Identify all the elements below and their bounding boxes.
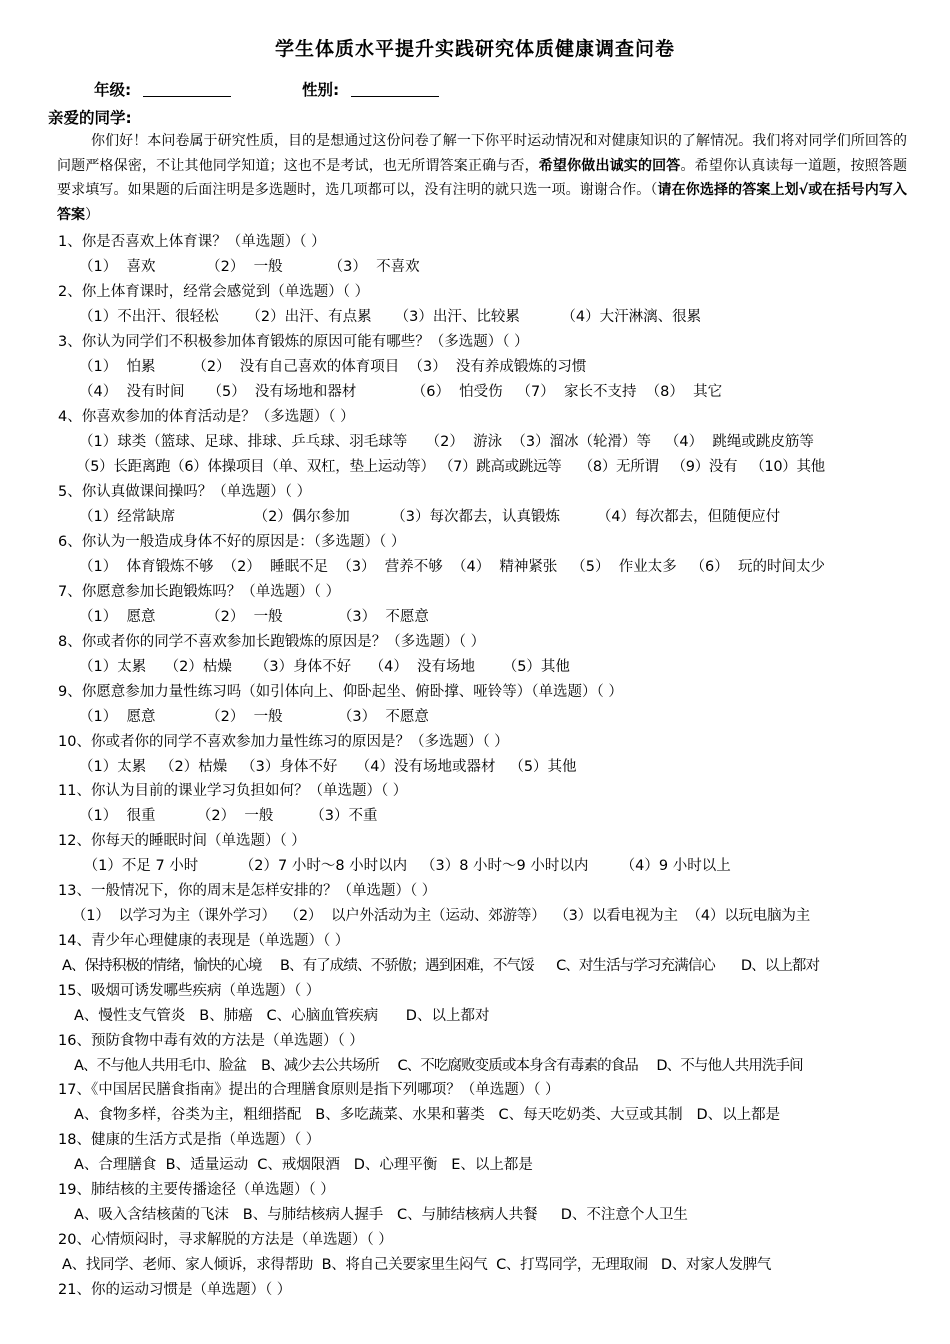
question-18: 18、健康的生活方式是指（单选题）（ ）	[58, 1132, 321, 1148]
options-7[interactable]: （1） 愿意 （2） 一般 （3） 不愿意	[79, 609, 429, 625]
options-16[interactable]: A、不与他人共用毛巾、脸盆 B、减少去公共场所 C、不吃腐败变质或本身含有毒素的食品 D、不与他人共用洗手间	[74, 1058, 803, 1074]
question-7: 7、你愿意参加长跑锻炼吗？（单选题）（ ）	[58, 584, 341, 600]
question-8: 8、你或者你的同学不喜欢参加长跑锻炼的原因是？（多选题）（ ）	[58, 634, 486, 650]
question-4: 4、你喜欢参加的体育活动是？（多选题）（ ）	[58, 409, 355, 425]
question-2: 2、你上体育课时，经常会感觉到（单选题）（ ）	[58, 284, 370, 300]
options-5[interactable]: （1）经常缺席 （2）偶尔参加 （3）每次都去，认真锻炼 （4）每次都去，但随便应付	[79, 509, 781, 525]
options-3b[interactable]: （4） 没有时间 （5） 没有场地和器材 （6） 怕受伤 （7） 家长不支持 （8） 其它	[79, 384, 723, 400]
options-6[interactable]: （1） 体育锻炼不够 （2） 睡眠不足 （3） 营养不够 （4） 精神紧张 （5） 作业太多 （6） 玩的时间太少	[79, 559, 825, 575]
intro-text-3: ）	[85, 206, 99, 223]
question-1: 1、你是否喜欢上体育课？（单选题）（ ）	[58, 234, 326, 250]
question-13: 13、一般情况下，你的周末是怎样安排的？（单选题）（ ）	[58, 883, 437, 899]
options-19[interactable]: A、吸入含结核菌的飞沫 B、与肺结核病人握手 C、与肺结核病人共餐 D、不注意个人卫生	[74, 1207, 688, 1223]
intro-text-2: 。希望你认真读每一道题，按照答题要求填写。如果题的后面注明是多选题时，选几项都可以，没有注明的就只选一项。谢谢合作。（	[57, 157, 908, 198]
intro-text-1: 你们好！本问卷属于研究性质，目的是想通过这份问卷了解一下你平时运动情况和对健康知识的了解情况。我们将对同学们所回答的问题严格保密，不让其他同学知道；这也不是考试，也无所谓答案正确与否，	[57, 133, 907, 174]
options-1[interactable]: （1） 喜欢 （2） 一般 （3） 不喜欢	[79, 259, 420, 275]
intro-paragraph	[57, 129, 907, 227]
grade-blank[interactable]	[143, 81, 231, 97]
options-12[interactable]: （1）不足 7 小时 （2）7 小时～8 小时以内 （3）8 小时～9 小时以内 （4）9 小时以上	[79, 858, 731, 874]
options-15[interactable]: A、慢性支气管炎 B、肺癌 C、心脑血管疾病 D、以上都对	[74, 1008, 490, 1024]
student-info-line	[94, 78, 439, 100]
options-8[interactable]: （1）太累 （2）枯燥 （3）身体不好 （4） 没有场地 （5）其他	[79, 659, 570, 675]
question-11: 11、你认为目前的课业学习负担如何？（单选题）（ ）	[58, 783, 408, 799]
question-16: 16、预防食物中毒有效的方法是（单选题）（ ）	[58, 1033, 364, 1049]
question-17: 17、《中国居民膳食指南》提出的合理膳食原则是指下列哪项？（单选题）（ ）	[58, 1082, 560, 1098]
question-9: 9、你愿意参加力量性练习吗（如引体向上、仰卧起坐、俯卧撑、哑铃等）（单选题）（ ）	[58, 684, 623, 700]
question-12: 12、你每天的睡眠时间（单选题）（ ）	[58, 833, 306, 849]
question-19: 19、肺结核的主要传播途径（单选题）（ ）	[58, 1182, 335, 1198]
question-6: 6、你认为一般造成身体不好的原因是：（多选题）（ ）	[58, 534, 406, 550]
question-15: 15、吸烟可诱发哪些疾病（单选题）（ ）	[58, 983, 321, 999]
grade-label: 年级:	[94, 81, 132, 99]
options-3a[interactable]: （1） 怕累 （2） 没有自己喜欢的体育项目 （3） 没有养成锻炼的习惯	[79, 359, 587, 375]
options-18[interactable]: A、合理膳食 B、适量运动 C、戒烟限酒 D、心理平衡 E、以上都是	[74, 1157, 533, 1173]
options-20[interactable]: A、找同学、老师、家人倾诉，求得帮助 B、将自己关要家里生闷气 C、打骂同学，无理取闹 D、对家人发脾气	[62, 1257, 772, 1273]
question-10: 10、你或者你的同学不喜欢参加力量性练习的原因是？（多选题）（ ）	[58, 734, 509, 750]
options-4b[interactable]: （5）长距离跑（6）体操项目（单、双杠，垫上运动等） （7）跳高或跳远等 （8）无所谓 （9）没有 （10）其他	[76, 459, 825, 475]
gender-blank[interactable]	[351, 81, 439, 97]
question-20: 20、心情烦闷时，寻求解脱的方法是（单选题）（ ）	[58, 1232, 393, 1248]
options-9[interactable]: （1） 愿意 （2） 一般 （3） 不愿意	[79, 709, 429, 725]
question-14: 14、青少年心理健康的表现是（单选题）（ ）	[58, 933, 350, 949]
intro-bold-2: 请在你选择的答案上划√或在括号内写入答案	[57, 182, 907, 223]
greeting: 亲爱的同学:	[48, 109, 132, 127]
question-21: 21、你的运动习惯是（单选题）（ ）	[58, 1282, 292, 1298]
options-13[interactable]: （1） 以学习为主（课外学习） （2） 以户外活动为主（运动、郊游等） （3）以看电视为主 （4）以玩电脑为主	[72, 908, 810, 924]
options-4a[interactable]: （1）球类（篮球、足球、排球、乒乓球、羽毛球等 （2） 游泳 （3）溜冰（轮滑）等 （4） 跳绳或跳皮筋等	[79, 434, 814, 450]
question-5: 5、你认真做课间操吗？（单选题）（ ）	[58, 484, 312, 500]
options-10[interactable]: （1）太累 （2）枯燥 （3）身体不好 （4）没有场地或器材 （5）其他	[79, 759, 577, 775]
options-2[interactable]: （1）不出汗、很轻松 （2）出汗、有点累 （3）出汗、比较累 （4）大汗淋漓、很累	[79, 309, 702, 325]
options-17[interactable]: A、食物多样，谷类为主，粗细搭配 B、多吃蔬菜、水果和薯类 C、每天吃奶类、大豆或其制 D、以上都是	[74, 1107, 781, 1123]
question-3: 3、你认为同学们不积极参加体育锻炼的原因可能有哪些？（多选题）（ ）	[58, 334, 529, 350]
intro-bold-1: 希望你做出诚实的回答	[538, 157, 681, 174]
gender-label: 性别:	[302, 81, 340, 99]
options-11[interactable]: （1） 很重 （2） 一般 （3）不重	[79, 808, 378, 824]
document-title: 学生体质水平提升实践研究体质健康调查问卷	[274, 38, 675, 60]
options-14[interactable]: A、保持积极的情绪，愉快的心境 B、有了成绩、不骄傲；遇到困难，不气馁 C、对生活与学习充满信心 D、以上都对	[62, 958, 820, 974]
